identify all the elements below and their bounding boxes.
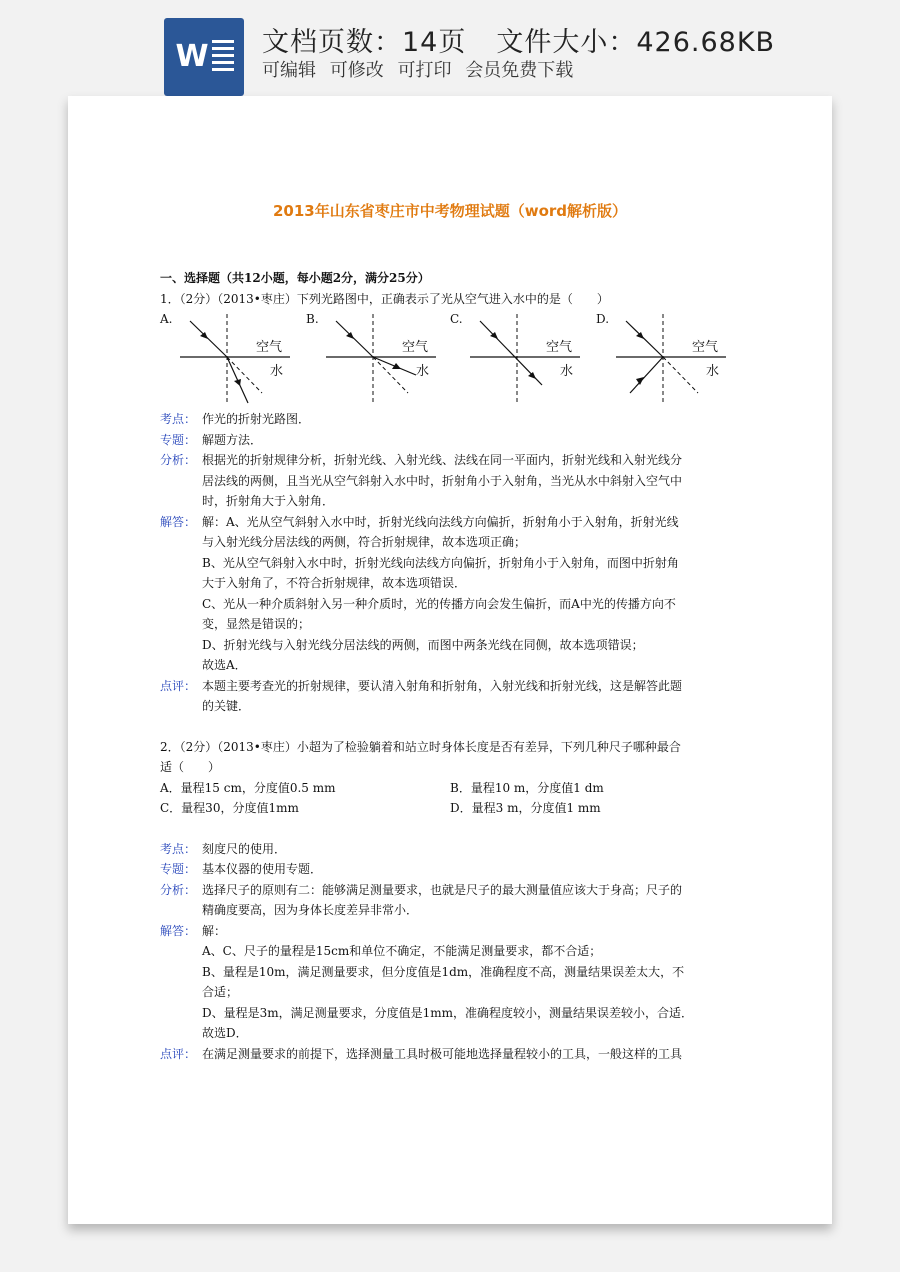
- water-label: 水: [560, 364, 574, 379]
- fenxi-line: 根据光的折射规律分析，折射光线、入射光线、法线在同一平面内，折射光线和入射光线分: [202, 453, 683, 467]
- question-1-stem: 1．（2分）（2013•枣庄）下列光路图中，正确表示了光从空气进入水中的是（ ）: [160, 291, 609, 306]
- air-label: 空气: [546, 340, 573, 355]
- fenxi-line: 精确度要高，因为身体长度差异非常小．: [202, 903, 419, 917]
- document-title: 2013年山东省枣庄市中考物理试题（word解析版）: [272, 202, 628, 220]
- diagram-a-figure: [170, 309, 300, 409]
- q2-zhuanti: [160, 859, 750, 880]
- diagram-a: [160, 309, 300, 409]
- jieda-line: 与入射光线分居法线的两侧，符合折射规律，故本选项正确；: [202, 535, 527, 549]
- diagram-c: [450, 309, 590, 409]
- air-label: 空气: [256, 340, 283, 355]
- jieda-line: C、光从一种介质斜射入另一种介质时，光的传播方向会发生偏折，而A中光的传播方向不: [202, 596, 676, 611]
- zhuanti-label: 专题：: [160, 432, 197, 447]
- q2-dianping: [160, 1044, 750, 1065]
- q2-kaodian: [160, 839, 750, 860]
- option-c: C．量程30，分度值1mm: [160, 801, 299, 815]
- option-a: A．量程15 cm，分度值0.5 mm: [160, 780, 336, 795]
- feature-editable: 可编辑: [262, 60, 316, 81]
- jieda-line: D、折射光线与入射光线分居法线的两侧，而图中两条光线在同侧，故本选项错误；: [202, 637, 644, 652]
- q2-options-row-1: [160, 778, 750, 799]
- diagram-label: A.: [160, 312, 173, 326]
- zhuanti-label: 专题：: [160, 862, 197, 876]
- diagram-label: B.: [306, 312, 319, 326]
- q1-kaodian: [160, 409, 750, 430]
- jieda-line: 故选A．: [202, 658, 247, 672]
- air-label: 空气: [692, 340, 719, 355]
- question-2-stem: 2．（2分）（2013•枣庄）小超为了检验躺着和站立时身体长度是否有差异，下列几种尺子哪种最合: [160, 739, 681, 754]
- file-size: 文件大小：426.68KB: [496, 27, 776, 58]
- diagram-b: [306, 309, 446, 409]
- q2-fenxi: [160, 880, 750, 921]
- dianping-line: 在满足测量要求的前提下，选择测量工具时极可能地选择量程较小的工具，一般这样的工具: [202, 1046, 683, 1061]
- option-b: B．量程10 m，分度值1 dm: [450, 780, 604, 795]
- fenxi-line: 时，折射角大于入射角．: [202, 494, 335, 508]
- fenxi-label: 分析：: [160, 882, 197, 897]
- jieda-line: D、量程是3m，满足测量要求，分度值是1mm，准确程度较小，测量结果误差较小，合适．: [202, 1005, 694, 1020]
- feature-member-download: 会员免费下载: [465, 60, 574, 81]
- document-body: [160, 268, 750, 1064]
- dianping-label: 点评：: [160, 1046, 197, 1061]
- zhuanti-text: 基本仪器的使用专题．: [202, 862, 323, 876]
- diagram-label: D.: [596, 312, 610, 326]
- text-lines-icon: [212, 40, 234, 75]
- document-page: [68, 96, 832, 1224]
- fenxi-line: 居法线的两侧，且当光从空气斜射入水中时，折射角小于入射角，当光从水中斜射入空气中: [202, 473, 683, 488]
- q1-zhuanti: [160, 430, 750, 451]
- kaodian-text: 刻度尺的使用．: [202, 841, 287, 856]
- q2-options-row-2: [160, 798, 750, 819]
- jieda-line: 合适；: [202, 985, 239, 999]
- fenxi-label: 分析：: [160, 453, 197, 467]
- feature-printable: 可打印: [397, 60, 452, 81]
- question-1-diagrams: [160, 309, 750, 409]
- word-letter: W: [175, 39, 209, 74]
- fenxi-line: 选择尺子的原则有二：能够满足测量要求，也就是尺子的最大测量值应该大于身高；尺子的: [202, 882, 683, 897]
- word-document-icon: [164, 18, 244, 96]
- water-label: 水: [706, 364, 720, 379]
- kaodian-label: 考点：: [160, 412, 197, 426]
- diagram-b-figure: [316, 309, 446, 409]
- q1-dianping: [160, 676, 750, 717]
- jieda-line: 变，显然是错误的；: [202, 617, 311, 631]
- kaodian-label: 考点：: [160, 841, 197, 856]
- dianping-line: 的关键．: [202, 699, 251, 713]
- jieda-label: 解答：: [160, 923, 197, 938]
- dianping-label: 点评：: [160, 678, 197, 693]
- jieda-line: 解：: [202, 923, 227, 938]
- q1-jieda: [160, 512, 750, 676]
- jieda-label: 解答：: [160, 514, 197, 529]
- jieda-line: A、C、尺子的量程是15cm和单位不确定，不能满足测量要求，都不合适；: [202, 944, 602, 958]
- feature-list: [262, 56, 581, 82]
- air-label: 空气: [402, 340, 429, 355]
- diagram-c-figure: [460, 309, 590, 409]
- jieda-line: 大于入射角了，不符合折射规律，故本选项错误．: [202, 576, 467, 590]
- q1-fenxi: [160, 450, 750, 512]
- option-d: D．量程3 m，分度值1 mm: [450, 801, 601, 815]
- diagram-label: C.: [450, 312, 463, 326]
- zhuanti-text: 解题方法．: [202, 432, 263, 447]
- jieda-line: 故选D．: [202, 1026, 248, 1040]
- question-2-stem-cont: 适（ ）: [160, 760, 221, 774]
- diagram-d: [596, 309, 736, 409]
- q2-jieda: [160, 921, 750, 1044]
- section-heading: 一、选择题（共12小题，每小题2分，满分25分）: [160, 271, 430, 285]
- doc-stats: [262, 20, 775, 59]
- jieda-line: B、量程是10m，满足测量要求，但分度值是1dm，准确程度不高，测量结果误差太大，不: [202, 964, 685, 979]
- jieda-line: B、光从空气斜射入水中时，折射光线向法线方向偏折，折射角小于入射角，而图中折射角: [202, 555, 679, 570]
- water-label: 水: [270, 364, 284, 379]
- page-count: 文档页数：14页: [262, 27, 467, 58]
- kaodian-text: 作光的折射光路图．: [202, 412, 311, 426]
- jieda-line: 解：A、光从空气斜射入水中时，折射光线向法线方向偏折，折射角小于入射角，折射光线: [202, 514, 679, 529]
- water-label: 水: [416, 364, 430, 379]
- feature-modifiable: 可修改: [329, 60, 384, 81]
- document-info-header: [0, 0, 900, 100]
- diagram-d-figure: [606, 309, 736, 409]
- dianping-line: 本题主要考查光的折射规律，要认清入射角和折射角，入射光线和折射光线，这是解答此题: [202, 678, 683, 693]
